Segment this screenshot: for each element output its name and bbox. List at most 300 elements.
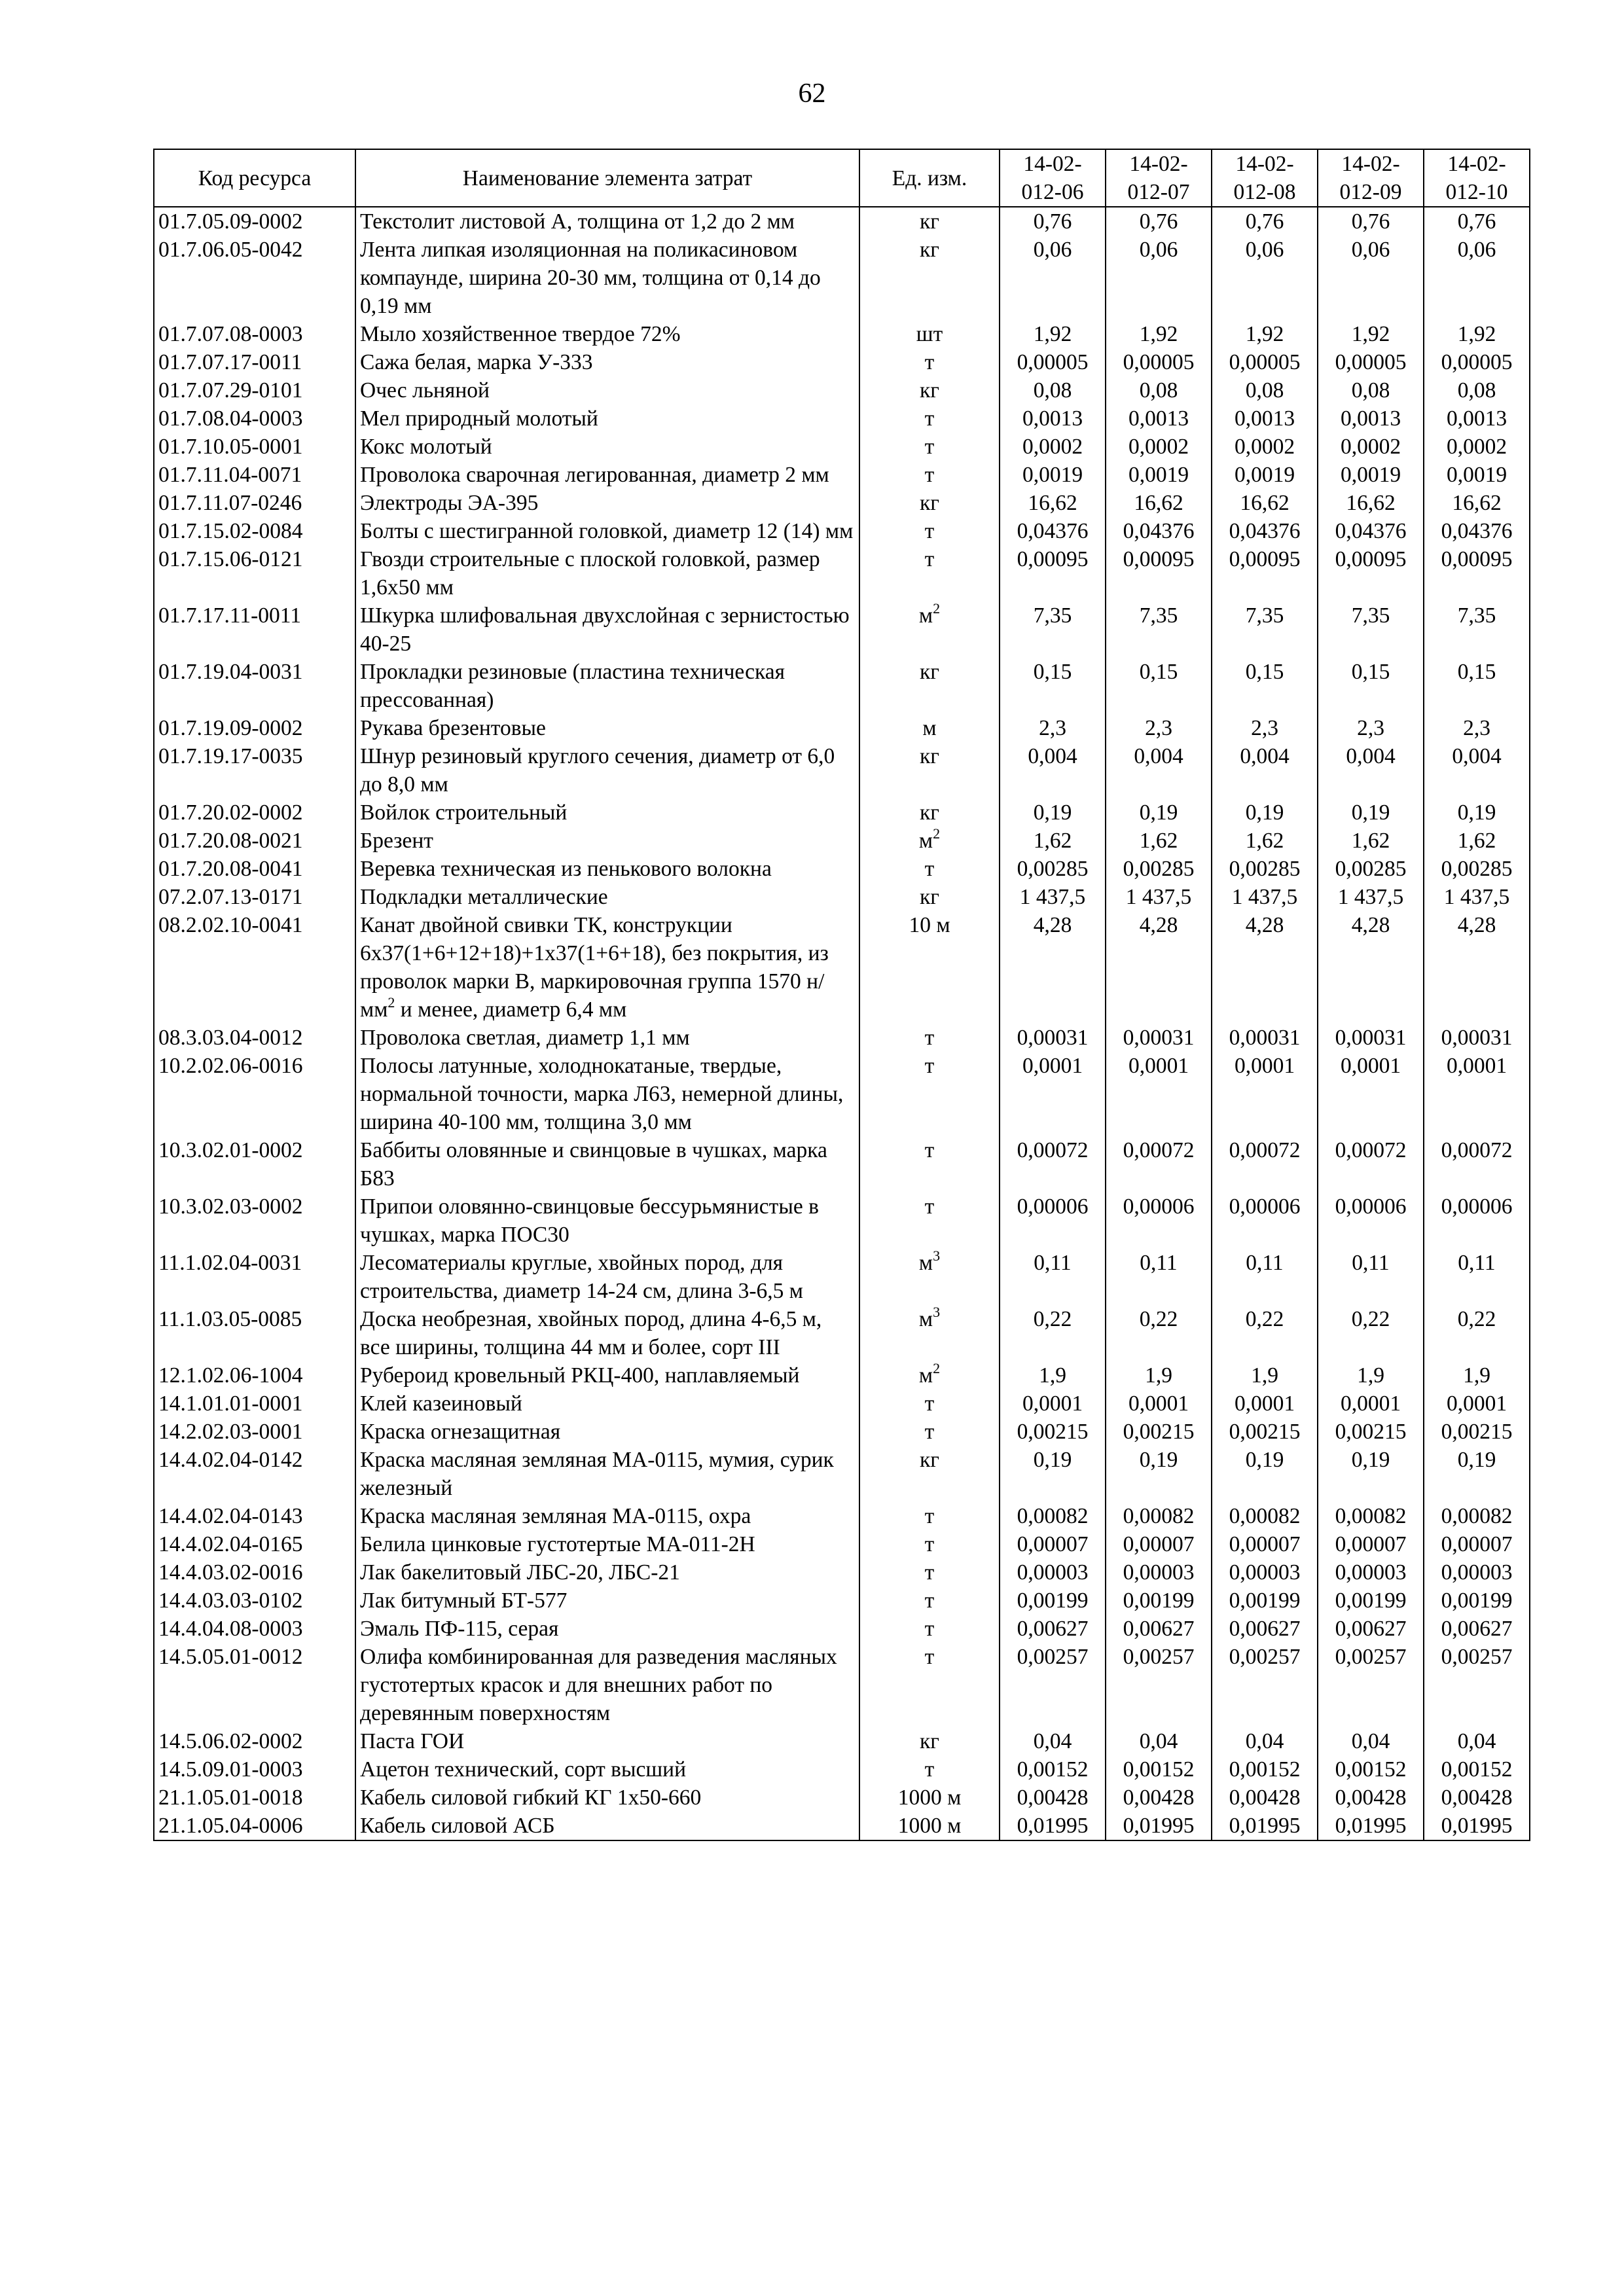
norm-value: 0,19 bbox=[1106, 798, 1212, 827]
table-row bbox=[154, 1727, 1530, 1755]
norm-value: 0,00005 bbox=[1000, 348, 1106, 376]
header-norm-col: 14-02- 012-08 bbox=[1212, 149, 1318, 207]
norm-value: 7,35 bbox=[1106, 601, 1212, 658]
norm-value: 2,3 bbox=[1212, 714, 1318, 742]
norm-value: 0,00627 bbox=[1212, 1615, 1318, 1643]
norm-value: 1,92 bbox=[1106, 320, 1212, 348]
norm-value: 0,0001 bbox=[1106, 1052, 1212, 1136]
table-row bbox=[154, 320, 1530, 348]
norm-value: 0,00152 bbox=[1212, 1755, 1318, 1784]
table-row bbox=[154, 1361, 1530, 1390]
resource-code: 10.3.02.01-0002 bbox=[154, 1136, 355, 1193]
resource-code: 14.5.05.01-0012 bbox=[154, 1643, 355, 1727]
header-norm-col: 14-02- 012-06 bbox=[1000, 149, 1106, 207]
norm-value: 0,004 bbox=[1424, 742, 1530, 798]
unit-of-measure: т bbox=[859, 1558, 1000, 1587]
header-unit: Ед. изм. bbox=[859, 149, 1000, 207]
unit-of-measure: т bbox=[859, 461, 1000, 489]
norm-value: 0,0013 bbox=[1212, 404, 1318, 433]
norm-value: 0,00031 bbox=[1000, 1024, 1106, 1052]
table-row bbox=[154, 883, 1530, 911]
norm-value: 0,0019 bbox=[1318, 461, 1424, 489]
norm-value: 0,00031 bbox=[1424, 1024, 1530, 1052]
table-row bbox=[154, 461, 1530, 489]
table-row bbox=[154, 1390, 1530, 1418]
norm-value: 0,19 bbox=[1424, 1446, 1530, 1502]
norm-value: 1 437,5 bbox=[1212, 883, 1318, 911]
norm-value: 0,0002 bbox=[1318, 433, 1424, 461]
norm-value: 0,004 bbox=[1318, 742, 1424, 798]
table-row bbox=[154, 601, 1530, 658]
norm-value: 0,00006 bbox=[1424, 1193, 1530, 1249]
resource-name: Гвозди строительные с плоской головкой, размер 1,6х50 мм bbox=[355, 545, 859, 601]
norm-value: 7,35 bbox=[1424, 601, 1530, 658]
norm-value: 0,0001 bbox=[1212, 1390, 1318, 1418]
norm-value: 0,0001 bbox=[1000, 1052, 1106, 1136]
norm-value: 0,0002 bbox=[1424, 433, 1530, 461]
table-row bbox=[154, 1418, 1530, 1446]
norm-value: 0,04376 bbox=[1212, 517, 1318, 545]
resource-name: Ацетон технический, сорт высший bbox=[355, 1755, 859, 1784]
resource-name: Текстолит листовой А, толщина от 1,2 до 2 мм bbox=[355, 207, 859, 236]
norm-value: 0,04 bbox=[1212, 1727, 1318, 1755]
norm-value: 16,62 bbox=[1106, 489, 1212, 517]
table-row bbox=[154, 207, 1530, 236]
unit-of-measure: т bbox=[859, 1530, 1000, 1558]
table-row bbox=[154, 1136, 1530, 1193]
resource-name: Доска необрезная, хвойных пород, длина 4-6,5 м, все ширины, толщина 44 мм и более, сорт III bbox=[355, 1305, 859, 1361]
norm-value: 0,004 bbox=[1212, 742, 1318, 798]
norm-value: 0,00199 bbox=[1000, 1587, 1106, 1615]
resource-name: Эмаль ПФ-115, серая bbox=[355, 1615, 859, 1643]
norm-value: 0,0001 bbox=[1318, 1052, 1424, 1136]
resource-code: 01.7.19.09-0002 bbox=[154, 714, 355, 742]
norm-value: 0,04376 bbox=[1424, 517, 1530, 545]
resource-code: 21.1.05.04-0006 bbox=[154, 1812, 355, 1840]
norm-value: 4,28 bbox=[1212, 911, 1318, 1024]
norm-value: 0,0013 bbox=[1106, 404, 1212, 433]
norm-value: 1 437,5 bbox=[1424, 883, 1530, 911]
norm-value: 0,11 bbox=[1212, 1249, 1318, 1305]
norm-value: 4,28 bbox=[1106, 911, 1212, 1024]
norm-value: 0,00007 bbox=[1318, 1530, 1424, 1558]
resource-code: 01.7.08.04-0003 bbox=[154, 404, 355, 433]
unit-of-measure: 10 м bbox=[859, 911, 1000, 1024]
resource-code: 14.4.02.04-0165 bbox=[154, 1530, 355, 1558]
header-name: Наименование элемента затрат bbox=[355, 149, 859, 207]
table-row bbox=[154, 433, 1530, 461]
resource-name: Кабель силовой гибкий КГ 1х50-660 bbox=[355, 1784, 859, 1812]
norm-value: 0,00257 bbox=[1318, 1643, 1424, 1727]
resource-name: Паста ГОИ bbox=[355, 1727, 859, 1755]
resource-name: Мел природный молотый bbox=[355, 404, 859, 433]
norm-value: 4,28 bbox=[1318, 911, 1424, 1024]
unit-of-measure: т bbox=[859, 404, 1000, 433]
table-row bbox=[154, 236, 1530, 320]
resource-code: 12.1.02.06-1004 bbox=[154, 1361, 355, 1390]
norm-value: 1,92 bbox=[1424, 320, 1530, 348]
norm-value: 0,00007 bbox=[1000, 1530, 1106, 1558]
norm-value: 1,62 bbox=[1106, 827, 1212, 855]
norm-value: 0,00152 bbox=[1318, 1755, 1424, 1784]
norm-value: 0,00428 bbox=[1212, 1784, 1318, 1812]
norm-value: 1,92 bbox=[1318, 320, 1424, 348]
norm-value: 0,00199 bbox=[1106, 1587, 1212, 1615]
norm-value: 0,08 bbox=[1000, 376, 1106, 404]
norm-value: 0,08 bbox=[1424, 376, 1530, 404]
norm-value: 0,01995 bbox=[1212, 1812, 1318, 1840]
unit-of-measure: кг bbox=[859, 798, 1000, 827]
norm-value: 0,00285 bbox=[1106, 855, 1212, 883]
header-norm-col: 14-02- 012-10 bbox=[1424, 149, 1530, 207]
norm-value: 1,62 bbox=[1212, 827, 1318, 855]
table-row bbox=[154, 1615, 1530, 1643]
norm-value: 1,62 bbox=[1318, 827, 1424, 855]
unit-of-measure: т bbox=[859, 1193, 1000, 1249]
table-row bbox=[154, 911, 1530, 1024]
norm-value: 16,62 bbox=[1212, 489, 1318, 517]
resource-name: Войлок строительный bbox=[355, 798, 859, 827]
norm-value: 0,00199 bbox=[1212, 1587, 1318, 1615]
table-row bbox=[154, 742, 1530, 798]
unit-of-measure: т bbox=[859, 433, 1000, 461]
resource-name: Кабель силовой АСБ bbox=[355, 1812, 859, 1840]
resource-code: 01.7.19.04-0031 bbox=[154, 658, 355, 714]
resource-code: 01.7.11.07-0246 bbox=[154, 489, 355, 517]
norm-value: 2,3 bbox=[1318, 714, 1424, 742]
resource-code: 07.2.07.13-0171 bbox=[154, 883, 355, 911]
norm-value: 0,00005 bbox=[1424, 348, 1530, 376]
unit-of-measure: т bbox=[859, 517, 1000, 545]
norm-value: 0,19 bbox=[1212, 1446, 1318, 1502]
norm-value: 0,0013 bbox=[1000, 404, 1106, 433]
norm-value: 4,28 bbox=[1000, 911, 1106, 1024]
resource-name: Очес льняной bbox=[355, 376, 859, 404]
norm-value: 0,00428 bbox=[1424, 1784, 1530, 1812]
norm-value: 0,00627 bbox=[1318, 1615, 1424, 1643]
resource-code: 14.5.06.02-0002 bbox=[154, 1727, 355, 1755]
resource-name: Шкурка шлифовальная двухслойная с зернистостью 40-25 bbox=[355, 601, 859, 658]
norm-value: 0,0019 bbox=[1000, 461, 1106, 489]
table-row bbox=[154, 1558, 1530, 1587]
resource-code: 14.4.03.02-0016 bbox=[154, 1558, 355, 1587]
norm-value: 0,11 bbox=[1000, 1249, 1106, 1305]
norm-value: 0,00003 bbox=[1106, 1558, 1212, 1587]
norm-value: 0,06 bbox=[1318, 236, 1424, 320]
norm-value: 0,22 bbox=[1318, 1305, 1424, 1361]
unit-of-measure: т bbox=[859, 855, 1000, 883]
norm-value: 0,22 bbox=[1000, 1305, 1106, 1361]
norm-value: 0,0001 bbox=[1424, 1052, 1530, 1136]
norm-value: 16,62 bbox=[1318, 489, 1424, 517]
norm-value: 1 437,5 bbox=[1000, 883, 1106, 911]
norm-value: 0,00152 bbox=[1106, 1755, 1212, 1784]
norm-value: 0,04 bbox=[1318, 1727, 1424, 1755]
norm-value: 0,06 bbox=[1000, 236, 1106, 320]
resource-code: 14.2.02.03-0001 bbox=[154, 1418, 355, 1446]
unit-of-measure: т bbox=[859, 1587, 1000, 1615]
norm-value: 0,00095 bbox=[1212, 545, 1318, 601]
table-row bbox=[154, 1052, 1530, 1136]
norm-value: 0,00031 bbox=[1318, 1024, 1424, 1052]
table-body bbox=[154, 207, 1530, 1840]
unit-of-measure: кг bbox=[859, 1446, 1000, 1502]
table-header bbox=[154, 149, 1530, 207]
norm-value: 0,06 bbox=[1212, 236, 1318, 320]
norm-value: 7,35 bbox=[1000, 601, 1106, 658]
resource-code: 01.7.20.02-0002 bbox=[154, 798, 355, 827]
resource-name: Веревка техническая из пенькового волокна bbox=[355, 855, 859, 883]
norm-value: 0,00199 bbox=[1424, 1587, 1530, 1615]
table-row bbox=[154, 1812, 1530, 1840]
norm-value: 1,92 bbox=[1212, 320, 1318, 348]
norm-value: 0,00005 bbox=[1212, 348, 1318, 376]
resource-name: Подкладки металлические bbox=[355, 883, 859, 911]
resource-name: Кокс молотый bbox=[355, 433, 859, 461]
table-row bbox=[154, 1643, 1530, 1727]
norm-value: 0,0001 bbox=[1212, 1052, 1318, 1136]
norm-value: 0,00152 bbox=[1424, 1755, 1530, 1784]
resource-code: 14.4.04.08-0003 bbox=[154, 1615, 355, 1643]
resource-name: Мыло хозяйственное твердое 72% bbox=[355, 320, 859, 348]
resource-name: Болты с шестигранной головкой, диаметр 12 (14) мм bbox=[355, 517, 859, 545]
unit-of-measure: 1000 м bbox=[859, 1812, 1000, 1840]
norm-value: 0,00072 bbox=[1318, 1136, 1424, 1193]
norm-value: 0,01995 bbox=[1106, 1812, 1212, 1840]
resource-code: 14.4.02.04-0142 bbox=[154, 1446, 355, 1502]
table-row bbox=[154, 1024, 1530, 1052]
norm-value: 0,04376 bbox=[1106, 517, 1212, 545]
resource-name: Белила цинковые густотертые МА-011-2Н bbox=[355, 1530, 859, 1558]
resource-code: 01.7.10.05-0001 bbox=[154, 433, 355, 461]
norm-value: 0,0001 bbox=[1424, 1390, 1530, 1418]
unit-of-measure: кг bbox=[859, 489, 1000, 517]
norm-value: 0,04 bbox=[1424, 1727, 1530, 1755]
norm-value: 0,04 bbox=[1000, 1727, 1106, 1755]
unit-of-measure: м bbox=[859, 714, 1000, 742]
norm-value: 0,19 bbox=[1318, 1446, 1424, 1502]
resource-name: Лента липкая изоляционная на поликасиновом компаунде, ширина 20-30 мм, толщина от 0,14 до 0,19 мм bbox=[355, 236, 859, 320]
resource-code: 01.7.20.08-0021 bbox=[154, 827, 355, 855]
norm-value: 0,15 bbox=[1106, 658, 1212, 714]
norm-value: 0,00285 bbox=[1424, 855, 1530, 883]
norm-value: 0,00005 bbox=[1318, 348, 1424, 376]
resource-cost-table bbox=[153, 149, 1530, 1841]
norm-value: 0,00285 bbox=[1318, 855, 1424, 883]
norm-value: 0,11 bbox=[1424, 1249, 1530, 1305]
norm-value: 4,28 bbox=[1424, 911, 1530, 1024]
norm-value: 0,00627 bbox=[1424, 1615, 1530, 1643]
resource-code: 01.7.19.17-0035 bbox=[154, 742, 355, 798]
norm-value: 1 437,5 bbox=[1106, 883, 1212, 911]
norm-value: 0,00152 bbox=[1000, 1755, 1106, 1784]
resource-name: Проволока сварочная легированная, диаметр 2 мм bbox=[355, 461, 859, 489]
resource-code: 01.7.06.05-0042 bbox=[154, 236, 355, 320]
resource-name: Краска огнезащитная bbox=[355, 1418, 859, 1446]
norm-value: 0,00082 bbox=[1318, 1502, 1424, 1530]
resource-code: 01.7.07.08-0003 bbox=[154, 320, 355, 348]
header-code: Код ресурса bbox=[154, 149, 355, 207]
norm-value: 0,00199 bbox=[1318, 1587, 1424, 1615]
norm-value: 1,92 bbox=[1000, 320, 1106, 348]
norm-value: 0,00007 bbox=[1424, 1530, 1530, 1558]
norm-value: 0,00072 bbox=[1000, 1136, 1106, 1193]
table-row bbox=[154, 1784, 1530, 1812]
norm-value: 7,35 bbox=[1212, 601, 1318, 658]
norm-value: 0,00428 bbox=[1000, 1784, 1106, 1812]
resource-name: Полосы латунные, холоднокатаные, твердые, нормальной точности, марка Л63, немерной длины, ширина 40-100 мм, толщина 3,0 мм bbox=[355, 1052, 859, 1136]
unit-of-measure: кг bbox=[859, 236, 1000, 320]
norm-value: 1,9 bbox=[1318, 1361, 1424, 1390]
norm-value: 0,0019 bbox=[1424, 461, 1530, 489]
norm-value: 0,76 bbox=[1212, 207, 1318, 236]
unit-of-measure: кг bbox=[859, 742, 1000, 798]
norm-value: 0,19 bbox=[1212, 798, 1318, 827]
norm-value: 0,00215 bbox=[1106, 1418, 1212, 1446]
unit-of-measure: т bbox=[859, 1390, 1000, 1418]
norm-value: 0,15 bbox=[1424, 658, 1530, 714]
norm-value: 0,00072 bbox=[1106, 1136, 1212, 1193]
unit-of-measure: т bbox=[859, 1502, 1000, 1530]
norm-value: 0,19 bbox=[1000, 1446, 1106, 1502]
resource-name: Баббиты оловянные и свинцовые в чушках, марка Б83 bbox=[355, 1136, 859, 1193]
norm-value: 0,00072 bbox=[1424, 1136, 1530, 1193]
resource-name: Прокладки резиновые (пластина техническая прессованная) bbox=[355, 658, 859, 714]
norm-value: 0,0019 bbox=[1106, 461, 1212, 489]
norm-value: 0,0013 bbox=[1318, 404, 1424, 433]
norm-value: 0,00095 bbox=[1000, 545, 1106, 601]
norm-value: 16,62 bbox=[1424, 489, 1530, 517]
table-row bbox=[154, 798, 1530, 827]
resource-code: 14.4.02.04-0143 bbox=[154, 1502, 355, 1530]
norm-value: 0,22 bbox=[1212, 1305, 1318, 1361]
table-row bbox=[154, 545, 1530, 601]
resource-code: 08.3.03.04-0012 bbox=[154, 1024, 355, 1052]
table-row bbox=[154, 376, 1530, 404]
resource-name: Лесоматериалы круглые, хвойных пород, для строительства, диаметр 14-24 см, длина 3-6,5 м bbox=[355, 1249, 859, 1305]
resource-name: Лак битумный БТ-577 bbox=[355, 1587, 859, 1615]
norm-value: 0,00003 bbox=[1318, 1558, 1424, 1587]
unit-of-measure: 1000 м bbox=[859, 1784, 1000, 1812]
norm-value: 0,06 bbox=[1106, 236, 1212, 320]
table-row bbox=[154, 1193, 1530, 1249]
resource-code: 21.1.05.01-0018 bbox=[154, 1784, 355, 1812]
norm-value: 0,00007 bbox=[1106, 1530, 1212, 1558]
norm-value: 0,0013 bbox=[1424, 404, 1530, 433]
norm-value: 0,00003 bbox=[1000, 1558, 1106, 1587]
norm-value: 1,9 bbox=[1106, 1361, 1212, 1390]
resource-code: 11.1.02.04-0031 bbox=[154, 1249, 355, 1305]
table-row bbox=[154, 855, 1530, 883]
norm-value: 1,9 bbox=[1000, 1361, 1106, 1390]
unit-of-measure: кг bbox=[859, 376, 1000, 404]
norm-value: 0,0001 bbox=[1000, 1390, 1106, 1418]
resource-name: Олифа комбинированная для разведения масляных густотертых красок и для внешних работ по деревянным поверхностям bbox=[355, 1643, 859, 1727]
norm-value: 2,3 bbox=[1424, 714, 1530, 742]
norm-value: 0,01995 bbox=[1318, 1812, 1424, 1840]
norm-value: 0,04376 bbox=[1318, 517, 1424, 545]
resource-code: 14.4.03.03-0102 bbox=[154, 1587, 355, 1615]
norm-value: 1,62 bbox=[1424, 827, 1530, 855]
norm-value: 0,00006 bbox=[1318, 1193, 1424, 1249]
norm-value: 0,00003 bbox=[1212, 1558, 1318, 1587]
unit-of-measure: кг bbox=[859, 883, 1000, 911]
norm-value: 0,15 bbox=[1318, 658, 1424, 714]
resource-code: 01.7.11.04-0071 bbox=[154, 461, 355, 489]
norm-value: 2,3 bbox=[1106, 714, 1212, 742]
table-row bbox=[154, 517, 1530, 545]
norm-value: 0,0001 bbox=[1106, 1390, 1212, 1418]
unit-of-measure: т bbox=[859, 1052, 1000, 1136]
resource-code: 01.7.20.08-0041 bbox=[154, 855, 355, 883]
norm-value: 0,0001 bbox=[1318, 1390, 1424, 1418]
norm-value: 0,06 bbox=[1424, 236, 1530, 320]
table-row bbox=[154, 489, 1530, 517]
norm-value: 0,004 bbox=[1000, 742, 1106, 798]
resource-name: Лак бакелитовый ЛБС-20, ЛБС-21 bbox=[355, 1558, 859, 1587]
resource-name: Брезент bbox=[355, 827, 859, 855]
header-norm-col: 14-02- 012-07 bbox=[1106, 149, 1212, 207]
unit-of-measure: т bbox=[859, 545, 1000, 601]
norm-value: 0,00082 bbox=[1424, 1502, 1530, 1530]
norm-value: 0,00428 bbox=[1318, 1784, 1424, 1812]
norm-value: 0,15 bbox=[1000, 658, 1106, 714]
norm-value: 0,00007 bbox=[1212, 1530, 1318, 1558]
unit-of-measure: $м^2$ bbox=[859, 827, 1000, 855]
unit-of-measure: шт bbox=[859, 320, 1000, 348]
resource-name: Рубероид кровельный РКЦ-400, наплавляемый bbox=[355, 1361, 859, 1390]
norm-value: 0,19 bbox=[1106, 1446, 1212, 1502]
norm-value: 0,00257 bbox=[1106, 1643, 1212, 1727]
resource-code: 01.7.15.06-0121 bbox=[154, 545, 355, 601]
norm-value: 0,19 bbox=[1318, 798, 1424, 827]
unit-of-measure: $м^2$ bbox=[859, 1361, 1000, 1390]
table-row bbox=[154, 658, 1530, 714]
resource-name: Рукава брезентовые bbox=[355, 714, 859, 742]
unit-of-measure: кг bbox=[859, 1727, 1000, 1755]
unit-of-measure: кг bbox=[859, 207, 1000, 236]
unit-of-measure: $м^2$ bbox=[859, 601, 1000, 658]
norm-value: 0,00257 bbox=[1424, 1643, 1530, 1727]
norm-value: 0,22 bbox=[1424, 1305, 1530, 1361]
norm-value: 1,9 bbox=[1424, 1361, 1530, 1390]
norm-value: 16,62 bbox=[1000, 489, 1106, 517]
resource-code: 01.7.05.09-0002 bbox=[154, 207, 355, 236]
resource-name: Клей казеиновый bbox=[355, 1390, 859, 1418]
norm-value: 0,00257 bbox=[1000, 1643, 1106, 1727]
norm-value: 0,00006 bbox=[1212, 1193, 1318, 1249]
norm-value: 0,00003 bbox=[1424, 1558, 1530, 1587]
unit-of-measure: т bbox=[859, 1024, 1000, 1052]
header-norm-col: 14-02- 012-09 bbox=[1318, 149, 1424, 207]
resource-name: Припои оловянно-свинцовые бессурьмянистые в чушках, марка ПОС30 bbox=[355, 1193, 859, 1249]
table-row bbox=[154, 1755, 1530, 1784]
norm-value: 0,19 bbox=[1424, 798, 1530, 827]
resource-name: Сажа белая, марка У-333 bbox=[355, 348, 859, 376]
resource-name: Электроды ЭА-395 bbox=[355, 489, 859, 517]
norm-value: 1,9 bbox=[1212, 1361, 1318, 1390]
norm-value: 0,00095 bbox=[1106, 545, 1212, 601]
page-number: 62 bbox=[798, 79, 826, 109]
unit-of-measure: т bbox=[859, 1755, 1000, 1784]
norm-value: 0,76 bbox=[1000, 207, 1106, 236]
norm-value: 1,62 bbox=[1000, 827, 1106, 855]
norm-value: 0,76 bbox=[1106, 207, 1212, 236]
norm-value: 0,0002 bbox=[1212, 433, 1318, 461]
resource-name: Канат двойной свивки ТК, конструкции 6х37(1+6+12+18)+1х37(1+6+18), без покрытия, из проволок марки В, маркировочная группа 1570 $н/мм^2$ и менее, диаметр 6,4 мм bbox=[355, 911, 859, 1024]
unit-of-measure: т bbox=[859, 1643, 1000, 1727]
norm-value: 0,00215 bbox=[1424, 1418, 1530, 1446]
